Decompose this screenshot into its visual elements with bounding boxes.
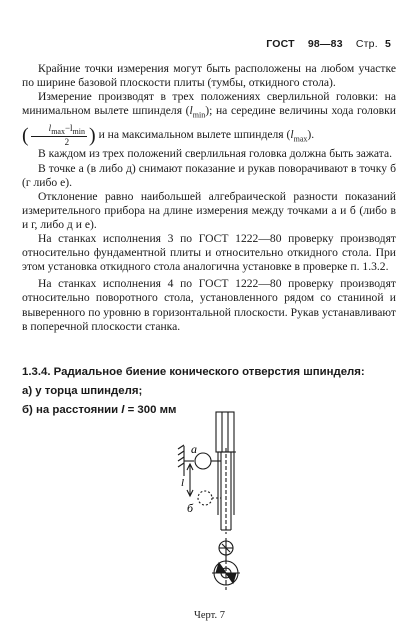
formula-tail-text: и на максимальном вылете шпинделя xyxy=(98,127,284,141)
figure-caption: Черт. 7 xyxy=(194,610,225,621)
dial-indicator-upper xyxy=(178,445,221,476)
header-standard: ГОСТ xyxy=(266,38,295,50)
item-b-value: = 300 мм xyxy=(124,404,177,416)
spindle-housing xyxy=(216,412,234,452)
paragraph-6: На станках исполнения 3 по ГОСТ 1222—80 проверку производят относительно фундаментной плиты и относительно откидного стола. При этом установка откидного стола аналогична установке в проверке п. 1.3.2. xyxy=(22,232,396,274)
label-a: а xyxy=(191,442,197,456)
dial-indicator-lower xyxy=(187,464,221,505)
paragraph-5: Отклонение равно наибольшей алгебраической разности показаний измерительного прибора на длине измерения между точками а и б (либо в и г, либо д и е). xyxy=(22,189,396,231)
sub-max: max xyxy=(293,134,308,144)
formula-mid-text: ; на середине величины хода головки xyxy=(209,104,396,118)
formula-end: ). xyxy=(307,127,315,141)
paragraph-7: На станках исполнения 4 по ГОСТ 1222—80 проверку производят относительно поворотного стола, установленного рядом со станиной и выверенного по уровню в горизонтальной плоскости. Рукав устанавливают в поперечной плоскости станка. xyxy=(22,277,396,333)
header-page-number: 5 xyxy=(384,38,391,50)
label-l: l xyxy=(181,477,185,489)
section-view xyxy=(212,538,240,590)
frac-den: 2 xyxy=(64,137,70,148)
frac-sub-max: max xyxy=(51,126,65,136)
var-lmax: l xyxy=(290,127,294,141)
section-item-a: а) у торца шпинделя; xyxy=(22,385,143,397)
paragraph-3: В каждом из трех положений сверлильная головка должна быть зажата. xyxy=(38,147,393,161)
header-number: 98—83 xyxy=(307,38,343,50)
frac-l1: l xyxy=(48,122,52,133)
item-b-var: l xyxy=(121,404,125,416)
paragraph-1: Крайние точки измерения могут быть расположены на любом участке по ширине базовой плоскости плиты (тумбы, откидного стола). xyxy=(22,62,396,90)
label-b: б xyxy=(187,501,194,515)
var-lmin: l xyxy=(189,104,193,118)
paragraph-2-text: Измерение производят в трех положениях сверлильной головки: на минимальном вылете шпинделя xyxy=(22,90,396,118)
frac-sub-min: min xyxy=(72,126,85,136)
sub-min: min xyxy=(192,110,206,120)
header-page-label: Стр. xyxy=(355,38,378,50)
section-title: 1.3.4. Радиальное биение конического отверстия шпинделя: xyxy=(22,366,365,378)
item-b-text: б) на расстоянии xyxy=(22,404,119,416)
paragraph-2: Измерение производят в трех положениях сверлильной головки: на минимальном вылете шпинделя $(l_{min})$; на середине величины хода головки ( $\frac{l_{max}-l_{min}}{2}$ ) и на максимальном вылете шпинделя $(l_{max})$. xyxy=(22,90,396,148)
paragraph-4: В точке а (в либо д) снимают показание и рукав поворачивают в точку б (г либо е). xyxy=(22,161,396,189)
frac-minus: −l xyxy=(64,122,73,133)
